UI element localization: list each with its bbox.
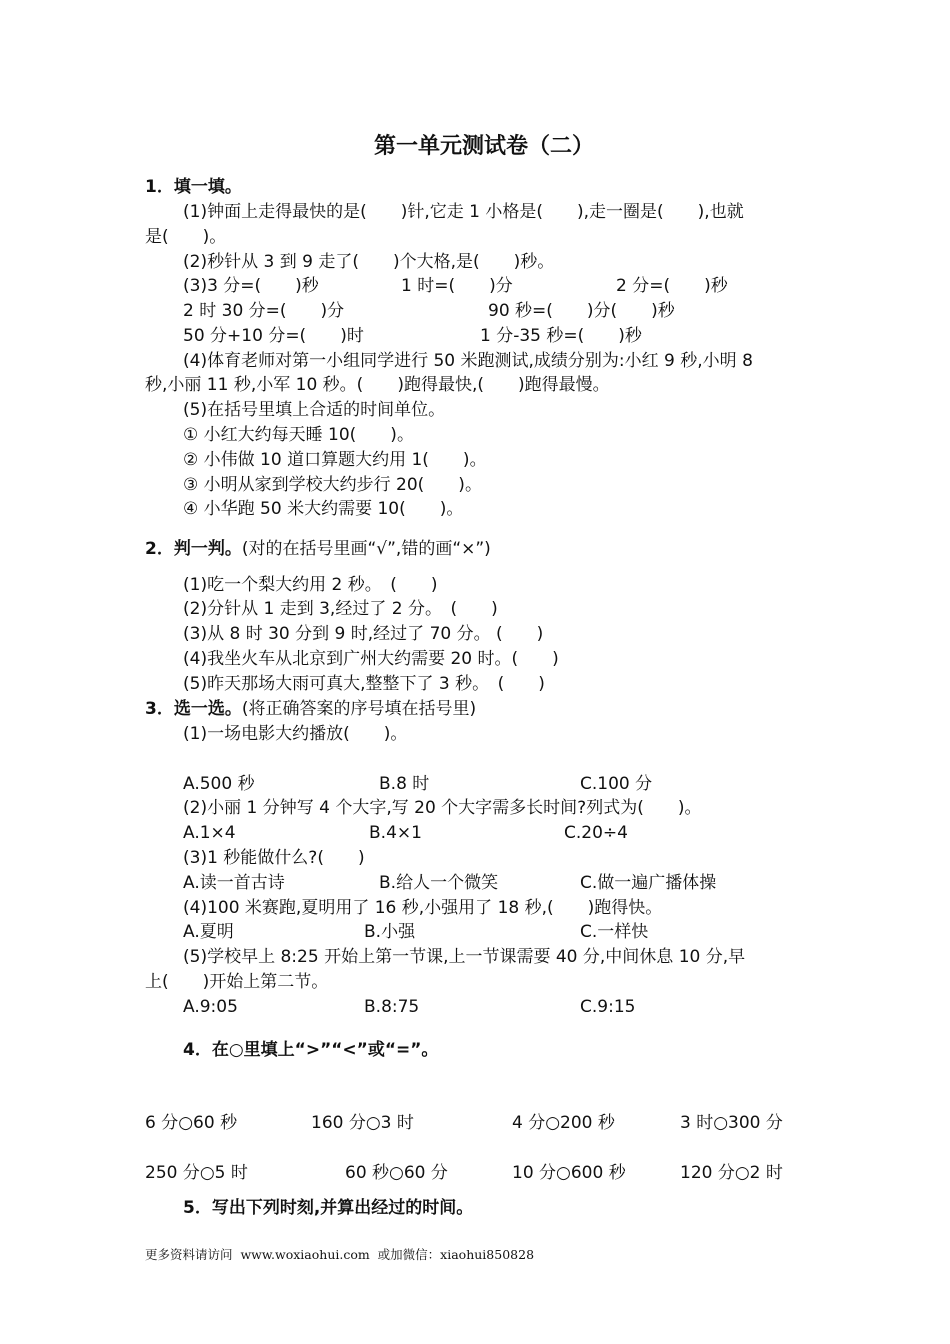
question-text: (5)在括号里填上合适的时间单位。 <box>183 400 446 420</box>
option: A.9:05 <box>183 997 238 1017</box>
question-text: (3)3 分=( )秒 <box>183 276 319 296</box>
question-text: (1)钟面上走得最快的是( )针,它走 1 小格是( ),走一圈是( ),也就 <box>183 202 744 222</box>
question-text: (2)小丽 1 分钟写 4 个大字,写 20 个大字需多长时间?列式为( )。 <box>183 798 702 818</box>
list-item: ③ 小明从家到学校大约步行 20( )。 <box>183 475 482 495</box>
list-item: ② 小伟做 10 道口算题大约用 1( )。 <box>183 450 487 470</box>
option: B.给人一个微笑 <box>379 873 499 893</box>
option: C.20÷4 <box>564 823 628 843</box>
section-2-title: 2．判一判。 <box>145 539 242 559</box>
question-text: 90 秒=( )分( )秒 <box>488 301 675 321</box>
compare-item: 60 秒○60 分 <box>345 1163 448 1183</box>
page-title: 第一单元测试卷（二） <box>374 133 595 159</box>
list-item: ④ 小华跑 50 米大约需要 10( )。 <box>183 499 464 519</box>
list-item: (2)分针从 1 走到 3,经过了 2 分。 ( ) <box>183 599 498 619</box>
compare-item: 120 分○2 时 <box>680 1163 783 1183</box>
section-3-title: 3．选一选。 <box>145 699 242 719</box>
footer-note: 更多资料请访问 www.woxiaohui.com 或加微信：xiaohui850828 <box>145 1247 535 1262</box>
list-item: (1)吃一个梨大约用 2 秒。 ( ) <box>183 575 438 595</box>
option: A.1×4 <box>183 823 236 843</box>
question-text: 是( )。 <box>145 227 227 247</box>
option: C.一样快 <box>580 922 649 942</box>
option: A.夏明 <box>183 922 234 942</box>
option: B.4×1 <box>369 823 422 843</box>
section-3-heading <box>145 697 476 721</box>
section-2-note: (对的在括号里画“√”,错的画“×”) <box>241 539 491 559</box>
question-text: (5)学校早上 8:25 开始上第一节课,上一节课需要 40 分,中间休息 10 分,早 <box>183 947 746 967</box>
section-3-note: (将正确答案的序号填在括号里) <box>241 699 477 719</box>
question-text: (2)秒针从 3 到 9 走了( )个大格,是( )秒。 <box>183 252 555 272</box>
list-item: (3)从 8 时 30 分到 9 时,经过了 70 分。 ( ) <box>183 624 544 644</box>
question-text: 上( )开始上第二节。 <box>145 972 329 992</box>
section-4-heading: 4．在○里填上“>”“<”或“=”。 <box>183 1040 439 1060</box>
option: B.8 时 <box>379 774 430 794</box>
question-text: (4)体育老师对第一小组同学进行 50 米跑测试,成绩分别为:小红 9 秒,小明 8 <box>183 351 753 371</box>
question-text: (4)100 米赛跑,夏明用了 16 秒,小强用了 18 秒,( )跑得快。 <box>183 898 663 918</box>
question-text: 1 时=( )分 <box>401 276 513 296</box>
compare-item: 10 分○600 秒 <box>512 1163 626 1183</box>
option: B.8:75 <box>364 997 420 1017</box>
question-text: (1)一场电影大约播放( )。 <box>183 724 408 744</box>
option: C.9:15 <box>580 997 636 1017</box>
option: C.做一遍广播体操 <box>580 873 717 893</box>
section-5-heading: 5．写出下列时刻,并算出经过的时间。 <box>183 1198 474 1218</box>
question-text: 1 分-35 秒=( )秒 <box>480 326 642 346</box>
question-text: 2 时 30 分=( )分 <box>183 301 345 321</box>
section-1-heading: 1．填一填。 <box>145 177 242 197</box>
compare-item: 160 分○3 时 <box>311 1113 414 1133</box>
compare-item: 250 分○5 时 <box>145 1163 248 1183</box>
question-text: (3)1 秒能做什么?( ) <box>183 848 365 868</box>
option: B.小强 <box>364 922 416 942</box>
option: A.500 秒 <box>183 774 255 794</box>
compare-item: 4 分○200 秒 <box>512 1113 615 1133</box>
list-item: (4)我坐火车从北京到广州大约需要 20 时。( ) <box>183 649 559 669</box>
question-text: 50 分+10 分=( )时 <box>183 326 364 346</box>
option: A.读一首古诗 <box>183 873 285 893</box>
option: C.100 分 <box>580 774 653 794</box>
question-text: 秒,小丽 11 秒,小军 10 秒。( )跑得最快,( )跑得最慢。 <box>145 375 610 395</box>
list-item: (5)昨天那场大雨可真大,整整下了 3 秒。 ( ) <box>183 674 545 694</box>
compare-item: 3 时○300 分 <box>680 1113 783 1133</box>
section-2-heading <box>145 537 491 561</box>
question-text: 2 分=( )秒 <box>616 276 728 296</box>
compare-item: 6 分○60 秒 <box>145 1113 238 1133</box>
list-item: ① 小红大约每天睡 10( )。 <box>183 425 414 445</box>
